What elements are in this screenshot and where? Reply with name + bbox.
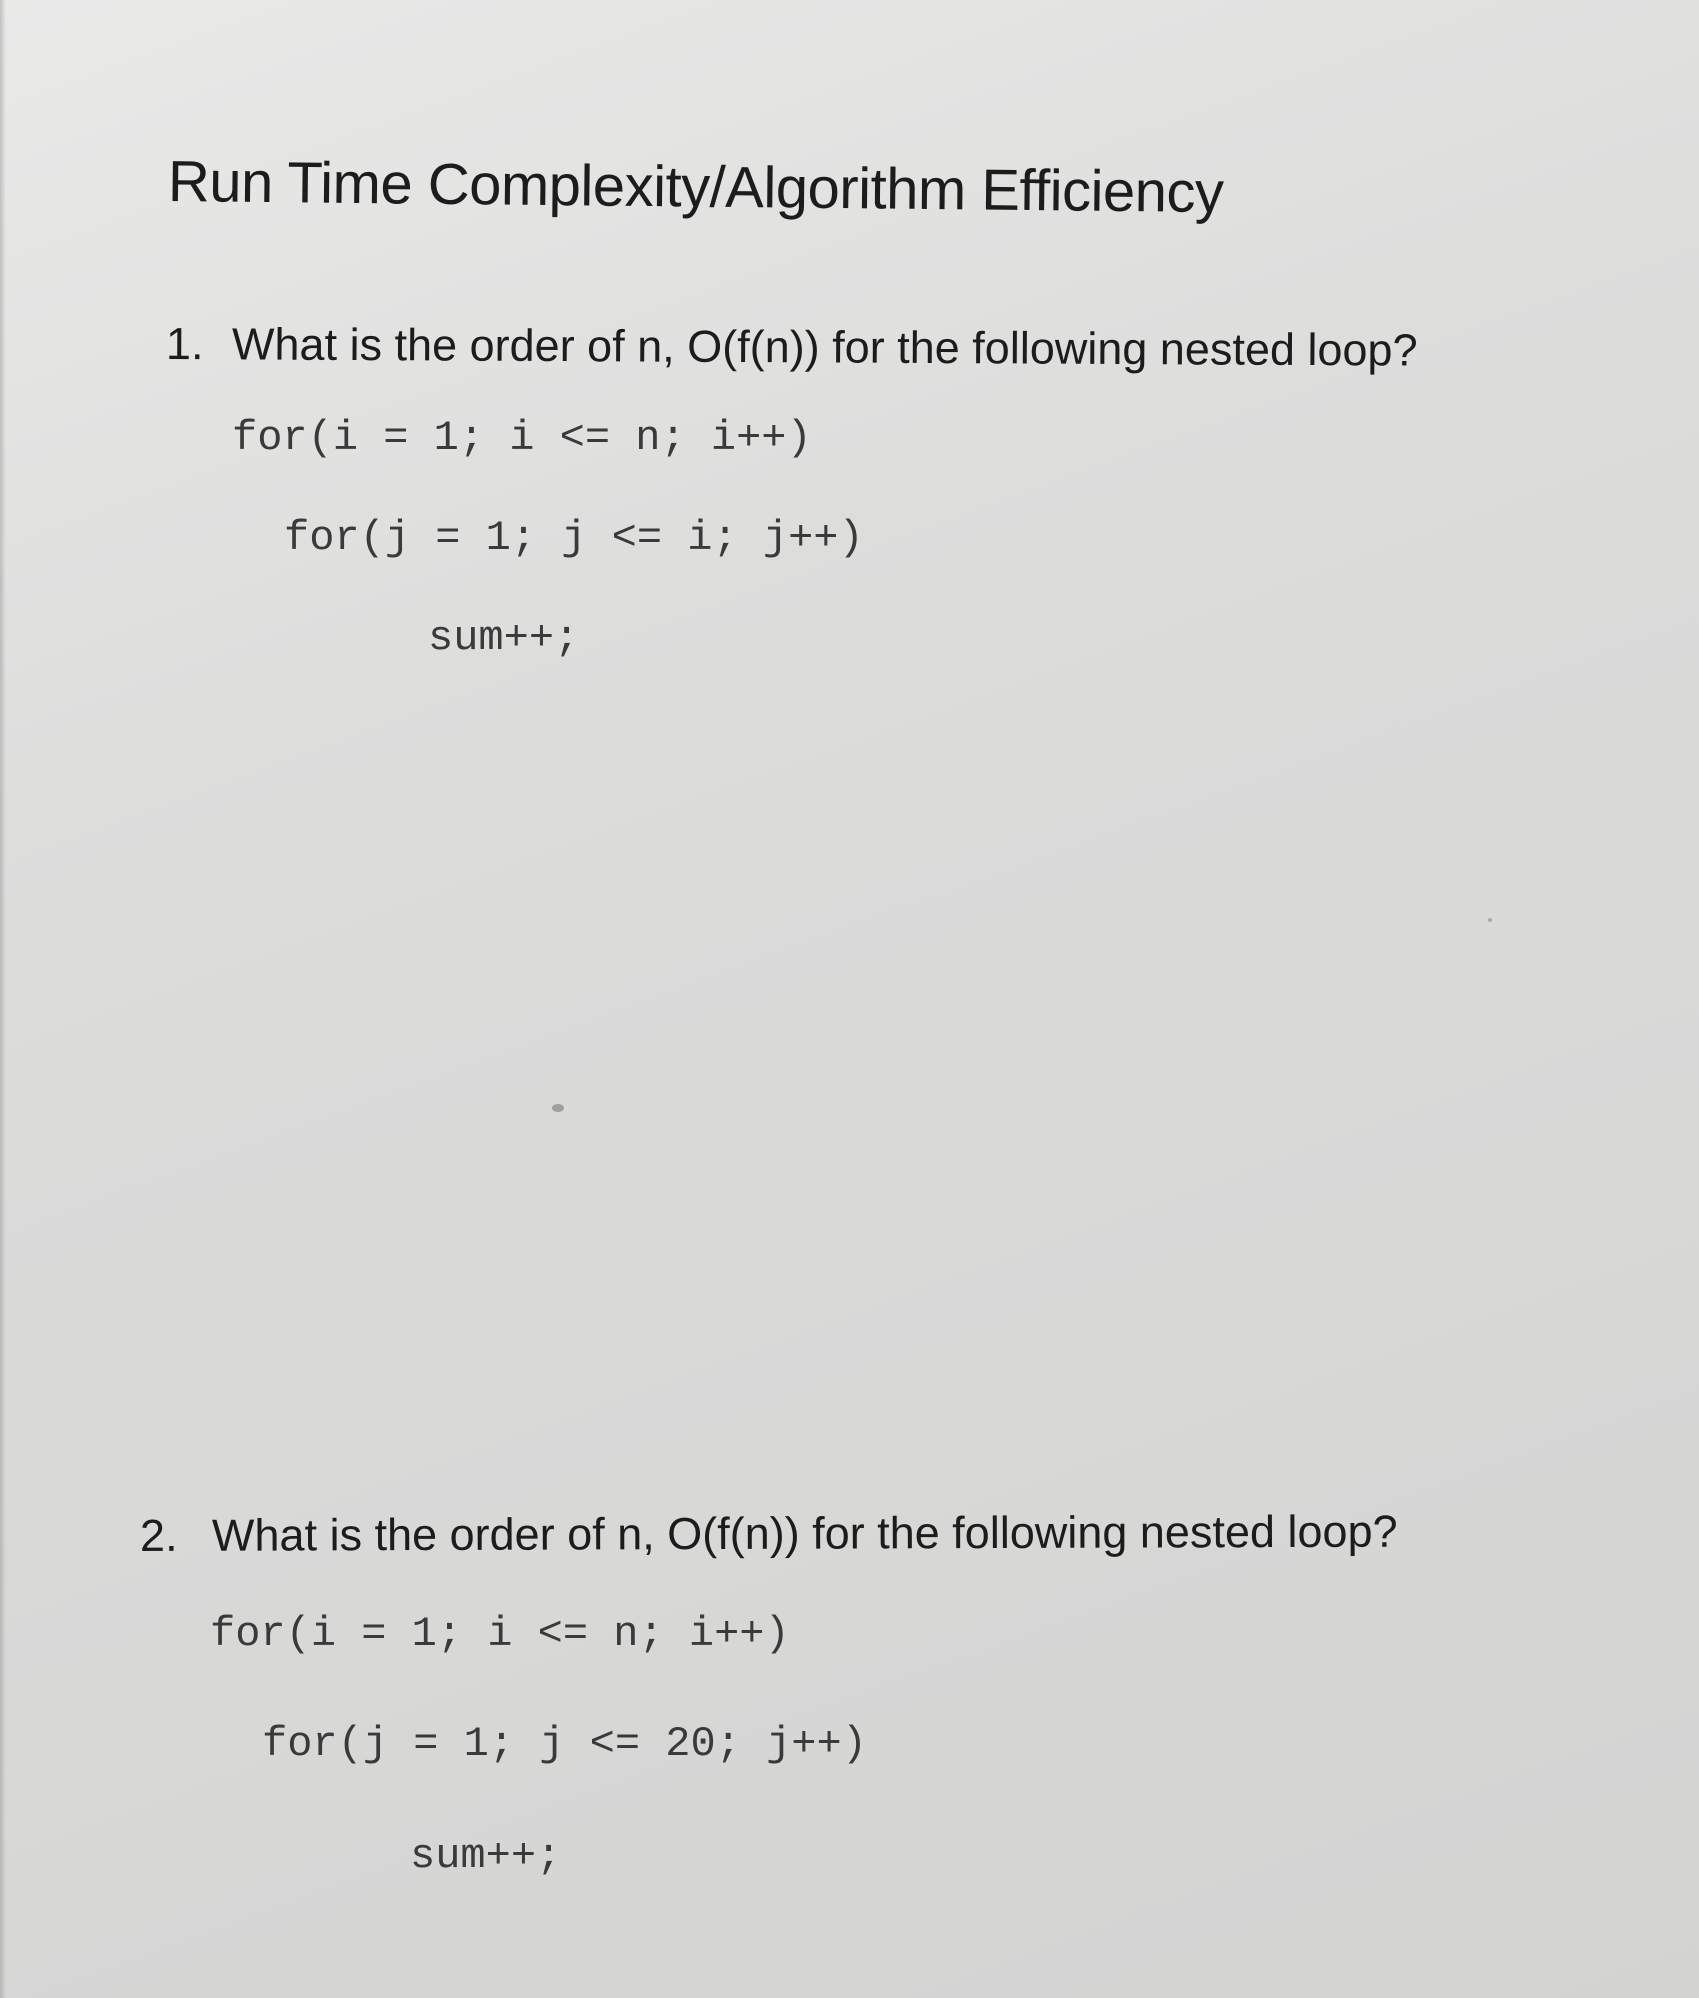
code-line-inner-loop: for(j = 1; j <= 20; j++) bbox=[262, 1720, 867, 1768]
question-text: What is the order of n, O(f(n)) for the following nested loop? bbox=[211, 1505, 1398, 1561]
page-title: Run Time Complexity/Algorithm Efficiency bbox=[167, 149, 1224, 226]
question-2 bbox=[140, 1506, 1398, 1562]
code-line-body: sum++; bbox=[428, 614, 580, 662]
question-1 bbox=[166, 318, 1418, 377]
paper-speck bbox=[552, 1104, 564, 1112]
code-line-inner-loop: for(j = 1; j <= i; j++) bbox=[284, 514, 864, 562]
code-line-body: sum++; bbox=[410, 1832, 562, 1880]
page-edge-shadow bbox=[0, 0, 6, 1998]
question-text: What is the order of n, O(f(n)) for the following nested loop? bbox=[231, 318, 1418, 376]
question-number: 1. bbox=[165, 318, 204, 370]
code-line-outer-loop: for(i = 1; i <= n; i++) bbox=[210, 1610, 790, 1658]
paper-speck bbox=[1488, 918, 1492, 922]
question-number: 2. bbox=[139, 1509, 178, 1561]
code-line-outer-loop: for(i = 1; i <= n; i++) bbox=[232, 414, 812, 462]
